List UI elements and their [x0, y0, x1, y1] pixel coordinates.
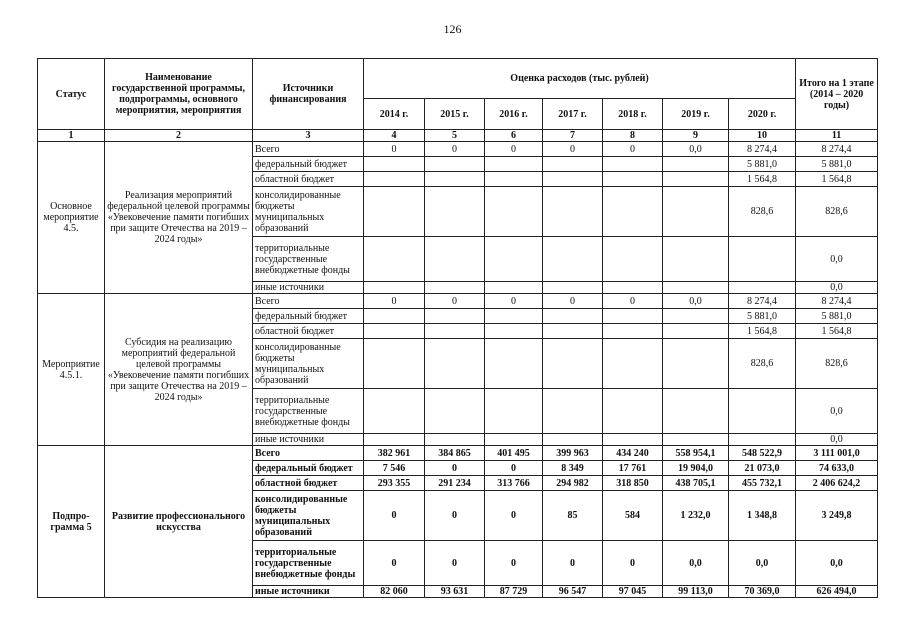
value-cell: 0: [425, 491, 485, 541]
value-cell: 0,0: [663, 294, 729, 309]
value-cell: [425, 324, 485, 339]
value-cell: [543, 339, 603, 389]
value-cell: [364, 339, 425, 389]
value-cell: [663, 172, 729, 187]
header-year: 2017 г.: [543, 99, 603, 130]
value-cell: [663, 324, 729, 339]
value-cell: 5 881,0: [729, 157, 796, 172]
value-cell: [364, 172, 425, 187]
value-cell: 0: [425, 461, 485, 476]
value-cell: 558 954,1: [663, 446, 729, 461]
value-cell: [425, 187, 485, 237]
value-cell: 0: [543, 294, 603, 309]
value-cell: [425, 434, 485, 446]
column-number: 4: [364, 130, 425, 142]
value-cell: 434 240: [603, 446, 663, 461]
value-cell: [543, 389, 603, 434]
value-cell: [663, 434, 729, 446]
header-total: Итого на 1 этапе (2014 – 2020 годы): [796, 59, 878, 130]
total-cell: 0,0: [796, 237, 878, 282]
value-cell: [485, 157, 543, 172]
status-cell: Мероприятие 4.5.1.: [38, 294, 105, 446]
value-cell: [364, 324, 425, 339]
value-cell: 0: [364, 491, 425, 541]
value-cell: 8 274,4: [729, 294, 796, 309]
total-cell: 3 249,8: [796, 491, 878, 541]
source-cell: иные источники: [253, 434, 364, 446]
value-cell: [543, 157, 603, 172]
total-cell: 0,0: [796, 434, 878, 446]
table-row: [38, 294, 878, 309]
value-cell: 0: [543, 142, 603, 157]
value-cell: [425, 282, 485, 294]
source-cell: областной бюджет: [253, 324, 364, 339]
column-number: 1: [38, 130, 105, 142]
value-cell: 0: [485, 461, 543, 476]
value-cell: 294 982: [543, 476, 603, 491]
value-cell: 7 546: [364, 461, 425, 476]
value-cell: [543, 172, 603, 187]
total-cell: 5 881,0: [796, 157, 878, 172]
value-cell: [485, 237, 543, 282]
value-cell: [485, 172, 543, 187]
value-cell: [663, 157, 729, 172]
value-cell: [603, 282, 663, 294]
value-cell: [485, 282, 543, 294]
value-cell: [364, 237, 425, 282]
value-cell: [663, 237, 729, 282]
program-name-cell: Реализация мероприятий федеральной целевой программы «Увековечение памяти погибших при защите Отечества на 2019 – 2024 годы»: [105, 142, 253, 294]
value-cell: 0: [364, 541, 425, 586]
source-cell: Всего: [253, 446, 364, 461]
value-cell: [603, 324, 663, 339]
status-cell: Подпро- грамма 5: [38, 446, 105, 598]
value-cell: [364, 187, 425, 237]
value-cell: 19 904,0: [663, 461, 729, 476]
source-cell: иные источники: [253, 282, 364, 294]
value-cell: [663, 309, 729, 324]
program-name-cell: Субсидия на реализацию мероприятий федеральной целевой программы «Увековечение памяти погибших при защите Отечества на 2019 – 2024 годы»: [105, 294, 253, 446]
value-cell: 96 547: [543, 586, 603, 598]
value-cell: 584: [603, 491, 663, 541]
value-cell: 0,0: [729, 541, 796, 586]
value-cell: [603, 172, 663, 187]
value-cell: 828,6: [729, 187, 796, 237]
column-number: 2: [105, 130, 253, 142]
value-cell: [663, 282, 729, 294]
value-cell: 1 348,8: [729, 491, 796, 541]
source-cell: консолидированные бюджеты муниципальных образований: [253, 187, 364, 237]
column-number: 11: [796, 130, 878, 142]
value-cell: [485, 389, 543, 434]
value-cell: 0: [543, 541, 603, 586]
total-cell: 828,6: [796, 339, 878, 389]
header-status: Статус: [38, 59, 105, 130]
value-cell: [364, 282, 425, 294]
source-cell: Всего: [253, 294, 364, 309]
source-cell: иные источники: [253, 586, 364, 598]
status-cell: Основное мероприятие 4.5.: [38, 142, 105, 294]
value-cell: 1 564,8: [729, 172, 796, 187]
column-number: 6: [485, 130, 543, 142]
value-cell: [603, 187, 663, 237]
value-cell: 8 274,4: [729, 142, 796, 157]
value-cell: [364, 389, 425, 434]
value-cell: [364, 309, 425, 324]
header-year: 2020 г.: [729, 99, 796, 130]
value-cell: [729, 282, 796, 294]
total-cell: 1 564,8: [796, 324, 878, 339]
value-cell: [425, 389, 485, 434]
value-cell: [543, 237, 603, 282]
value-cell: 1 232,0: [663, 491, 729, 541]
column-number: 10: [729, 130, 796, 142]
value-cell: 313 766: [485, 476, 543, 491]
total-cell: 8 274,4: [796, 142, 878, 157]
value-cell: [663, 339, 729, 389]
value-cell: 93 631: [425, 586, 485, 598]
value-cell: [729, 237, 796, 282]
value-cell: [364, 434, 425, 446]
source-cell: федеральный бюджет: [253, 157, 364, 172]
value-cell: 293 355: [364, 476, 425, 491]
value-cell: 399 963: [543, 446, 603, 461]
source-cell: областной бюджет: [253, 476, 364, 491]
value-cell: [663, 389, 729, 434]
header-year: 2018 г.: [603, 99, 663, 130]
total-cell: 0,0: [796, 282, 878, 294]
header-year: 2019 г.: [663, 99, 729, 130]
value-cell: [729, 389, 796, 434]
value-cell: 0,0: [663, 142, 729, 157]
value-cell: 548 522,9: [729, 446, 796, 461]
value-cell: 87 729: [485, 586, 543, 598]
value-cell: [425, 237, 485, 282]
value-cell: [543, 282, 603, 294]
expenses-table: [37, 58, 878, 598]
value-cell: [425, 157, 485, 172]
column-number: 9: [663, 130, 729, 142]
column-number: 8: [603, 130, 663, 142]
value-cell: 0: [425, 541, 485, 586]
value-cell: 97 045: [603, 586, 663, 598]
value-cell: 5 881,0: [729, 309, 796, 324]
value-cell: 17 761: [603, 461, 663, 476]
page-number: 126: [443, 22, 462, 36]
total-cell: 5 881,0: [796, 309, 878, 324]
table-row: [38, 446, 878, 461]
value-cell: 318 850: [603, 476, 663, 491]
value-cell: 0: [603, 294, 663, 309]
value-cell: [729, 434, 796, 446]
value-cell: 438 705,1: [663, 476, 729, 491]
value-cell: 401 495: [485, 446, 543, 461]
value-cell: 0,0: [663, 541, 729, 586]
header-sources: Источники финансирования: [253, 59, 364, 130]
value-cell: 291 234: [425, 476, 485, 491]
value-cell: [543, 324, 603, 339]
value-cell: 384 865: [425, 446, 485, 461]
total-cell: 3 111 001,0: [796, 446, 878, 461]
value-cell: [425, 309, 485, 324]
source-cell: консолидированные бюджеты муниципальных образований: [253, 491, 364, 541]
column-number: 5: [425, 130, 485, 142]
value-cell: 0: [364, 294, 425, 309]
source-cell: территориальные государственные внебюджетные фонды: [253, 389, 364, 434]
total-cell: 2 406 624,2: [796, 476, 878, 491]
value-cell: [425, 339, 485, 389]
header-year: 2015 г.: [425, 99, 485, 130]
total-cell: 0,0: [796, 541, 878, 586]
source-cell: консолидированные бюджеты муниципальных образований: [253, 339, 364, 389]
total-cell: 626 494,0: [796, 586, 878, 598]
column-number: 3: [253, 130, 364, 142]
value-cell: [603, 309, 663, 324]
value-cell: 0: [485, 491, 543, 541]
total-cell: 74 633,0: [796, 461, 878, 476]
value-cell: 21 073,0: [729, 461, 796, 476]
value-cell: 828,6: [729, 339, 796, 389]
header-year: 2014 г.: [364, 99, 425, 130]
value-cell: [364, 157, 425, 172]
total-cell: 1 564,8: [796, 172, 878, 187]
value-cell: [603, 389, 663, 434]
value-cell: [663, 187, 729, 237]
value-cell: [603, 434, 663, 446]
value-cell: [485, 187, 543, 237]
column-number: 7: [543, 130, 603, 142]
value-cell: 0: [425, 294, 485, 309]
source-cell: территориальные государственные внебюджетные фонды: [253, 541, 364, 586]
header-name: Наименование государственной программы, подпрограммы, основного мероприятия, мероприятия: [105, 59, 253, 130]
total-cell: 8 274,4: [796, 294, 878, 309]
value-cell: 382 961: [364, 446, 425, 461]
value-cell: 455 732,1: [729, 476, 796, 491]
value-cell: 70 369,0: [729, 586, 796, 598]
value-cell: [425, 172, 485, 187]
header-year: 2016 г.: [485, 99, 543, 130]
value-cell: [485, 324, 543, 339]
value-cell: [485, 339, 543, 389]
value-cell: 85: [543, 491, 603, 541]
value-cell: [485, 434, 543, 446]
value-cell: 0: [485, 294, 543, 309]
total-cell: 0,0: [796, 389, 878, 434]
source-cell: Всего: [253, 142, 364, 157]
table-row: [38, 142, 878, 157]
value-cell: 0: [603, 541, 663, 586]
value-cell: 0: [603, 142, 663, 157]
source-cell: областной бюджет: [253, 172, 364, 187]
value-cell: [603, 237, 663, 282]
header-estimate: Оценка расходов (тыс. рублей): [364, 59, 796, 99]
value-cell: [543, 187, 603, 237]
value-cell: [543, 309, 603, 324]
value-cell: 0: [364, 142, 425, 157]
value-cell: 99 113,0: [663, 586, 729, 598]
value-cell: [603, 339, 663, 389]
value-cell: 1 564,8: [729, 324, 796, 339]
value-cell: 82 060: [364, 586, 425, 598]
value-cell: [603, 157, 663, 172]
source-cell: территориальные государственные внебюджетные фонды: [253, 237, 364, 282]
value-cell: 0: [485, 541, 543, 586]
value-cell: 0: [485, 142, 543, 157]
source-cell: федеральный бюджет: [253, 309, 364, 324]
value-cell: 8 349: [543, 461, 603, 476]
total-cell: 828,6: [796, 187, 878, 237]
value-cell: 0: [425, 142, 485, 157]
source-cell: федеральный бюджет: [253, 461, 364, 476]
program-name-cell: Развитие профессионального искусства: [105, 446, 253, 598]
value-cell: [543, 434, 603, 446]
value-cell: [485, 309, 543, 324]
